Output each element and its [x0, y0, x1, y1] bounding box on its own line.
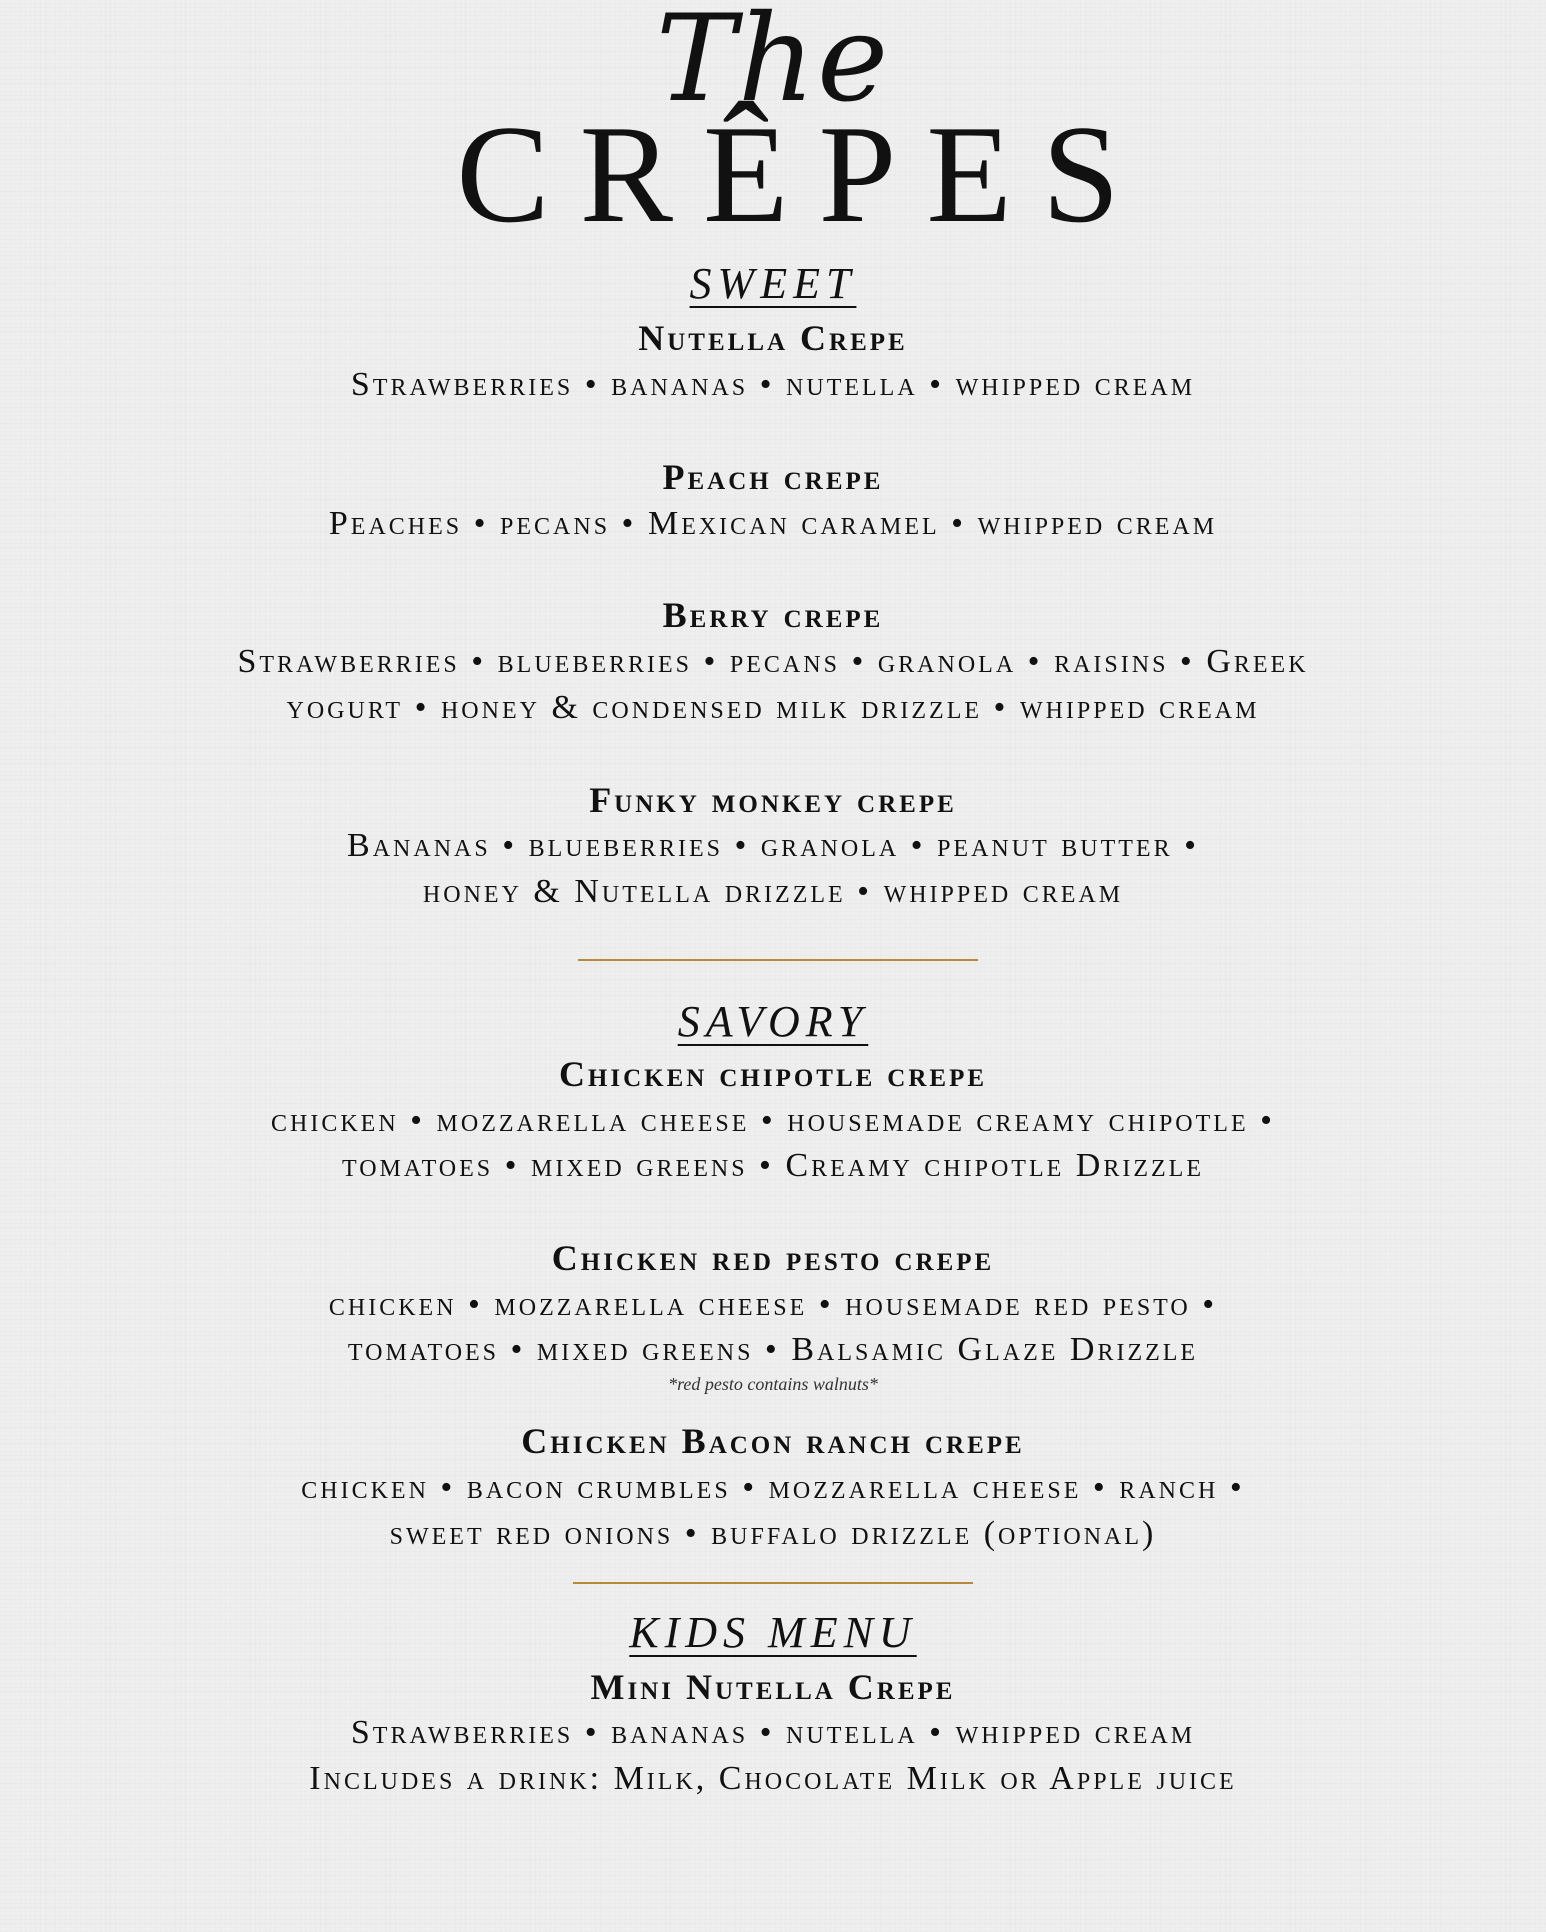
- item-name-funky-monkey-crepe: Funky monkey crepe: [589, 780, 957, 820]
- section-title-savory: SAVORY: [677, 997, 869, 1046]
- item-desc-chicken-bacon-ranch-line-1: chicken • bacon crumbles • mozzarella cheese • ranch •: [301, 1469, 1245, 1506]
- item-desc-funky-monkey-line-1: Bananas • blueberries • granola • peanut butter •: [347, 827, 1199, 864]
- item-desc-chicken-chipotle-line-2: tomatoes • mixed greens • Creamy chipotle Drizzle: [342, 1147, 1204, 1184]
- item-desc-mini-nutella-line-1: Strawberries • bananas • nutella • whipped cream: [350, 1714, 1196, 1751]
- item-name-mini-nutella-crepe: Mini Nutella Crepe: [590, 1667, 956, 1707]
- item-desc-peach-crepe: Peaches • pecans • Mexican caramel • whipped cream: [328, 505, 1218, 542]
- section-title-sweet: SWEET: [689, 259, 857, 308]
- item-name-nutella-crepe: Nutella Crepe: [638, 318, 908, 358]
- allergen-note-walnuts: *red pesto contains walnuts*: [668, 1374, 878, 1394]
- item-desc-nutella-crepe: Strawberries • bananas • nutella • whipped cream: [350, 366, 1196, 403]
- item-desc-chicken-red-pesto-line-1: chicken • mozzarella cheese • housemade red pesto •: [328, 1286, 1218, 1323]
- item-name-peach-crepe: Peach crepe: [662, 457, 884, 497]
- divider-savory-kids: [573, 1582, 973, 1584]
- item-name-chicken-red-pesto-crepe: Chicken red pesto crepe: [551, 1238, 995, 1278]
- item-desc-berry-crepe-line-1: Strawberries • blueberries • pecans • granola • raisins • Greek: [237, 643, 1309, 680]
- item-desc-mini-nutella-line-2: Includes a drink: Milk, Chocolate Milk or Apple juice: [309, 1760, 1237, 1797]
- section-title-kids-menu: KIDS MENU: [629, 1608, 917, 1657]
- item-desc-berry-crepe-line-2: yogurt • honey & condensed milk drizzle • whipped cream: [286, 689, 1260, 726]
- divider-sweet-savory: [578, 959, 978, 961]
- header-script-the: The: [655, 0, 891, 129]
- item-desc-funky-monkey-line-2: honey & Nutella drizzle • whipped cream: [422, 873, 1124, 910]
- page-title: CRÊPES: [456, 97, 1150, 252]
- item-name-chicken-chipotle-crepe: Chicken chipotle crepe: [558, 1054, 988, 1094]
- item-desc-chicken-bacon-ranch-line-2: sweet red onions • buffalo drizzle (optional): [389, 1515, 1157, 1552]
- item-desc-chicken-red-pesto-line-2: tomatoes • mixed greens • Balsamic Glaze Drizzle: [347, 1331, 1199, 1368]
- item-name-berry-crepe: Berry crepe: [662, 595, 884, 635]
- item-name-chicken-bacon-ranch-crepe: Chicken Bacon ranch crepe: [521, 1421, 1025, 1461]
- item-desc-chicken-chipotle-line-1: chicken • mozzarella cheese • housemade creamy chipotle •: [270, 1102, 1276, 1139]
